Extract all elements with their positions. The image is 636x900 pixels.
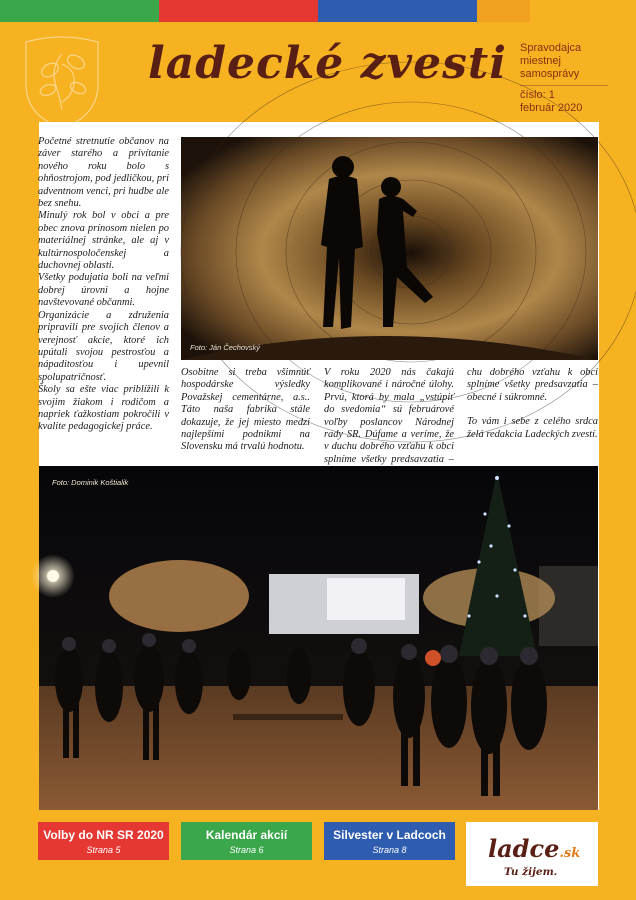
color-stripe xyxy=(371,0,424,22)
logo-wordmark xyxy=(488,834,580,863)
teaser-page: Strana 6 xyxy=(229,845,264,855)
teaser-new-year[interactable] xyxy=(324,822,455,860)
new-year-photo xyxy=(39,466,598,810)
paragraph: Minulý rok bol v obci a pre obec znova prínosom nielen po materiálnej stránke, ale aj v kultúrnospoločenskej a duchovnej oblasti. xyxy=(38,210,169,272)
color-stripe xyxy=(53,0,106,22)
teaser-title: Silvester v Ladcoch xyxy=(333,828,446,842)
meta-divider xyxy=(520,85,608,86)
bottom-photo-credit: Foto: Dominik Koštialik xyxy=(52,478,129,487)
tunnel-photo xyxy=(181,137,598,360)
article-column-2: Osobitne si treba všimnúť hospodárske výsledky Považskej cementárne, a.s.. Táto naša fabrika stále dokazuje, že jej miesto medzi najlepšími podnikmi na Slovensku má trvalú hodnotu. xyxy=(181,367,310,453)
color-stripe xyxy=(0,0,53,22)
logo-tld: .sk xyxy=(559,846,581,861)
color-stripe xyxy=(530,0,583,22)
paragraph: Školy sa ešte viac priblížili k svojim žiakom i rodičom a napriek ťažkostiam pokročili v kvalite pedagogickej práce. xyxy=(38,384,169,433)
logo-slogan: Tu žijem. xyxy=(504,866,558,878)
village-emblem-icon xyxy=(6,24,116,134)
teaser-elections[interactable] xyxy=(38,822,169,860)
teaser-page: Strana 8 xyxy=(372,845,407,855)
top-photo-credit: Foto: Ján Čechovský xyxy=(190,343,261,352)
teaser-title: Kalendár akcií xyxy=(205,828,288,842)
masthead-meta xyxy=(520,42,630,115)
color-stripe xyxy=(106,0,159,22)
teaser-events-calendar[interactable] xyxy=(181,822,312,860)
color-stripe xyxy=(424,0,477,22)
color-stripe xyxy=(477,0,530,22)
color-stripe xyxy=(212,0,265,22)
color-stripe xyxy=(318,0,371,22)
color-stripe xyxy=(159,0,212,22)
color-stripe-bar xyxy=(0,0,636,22)
color-stripe xyxy=(583,0,636,22)
article-column-1 xyxy=(38,136,169,434)
paragraph-continued: chu dobrého vzťahu k obci splníme všetky predsavzatia – obecné i súkromné. xyxy=(467,367,598,403)
color-stripe xyxy=(265,0,318,22)
paragraph: Organizácie a združenia pripravili pre svojich členov a verejnosť akcie, ktoré ich upútali svojou pestrosťou a nápaditosťou i upevnil spolupatričnosť. xyxy=(38,309,169,383)
issue-number: číslo: 1 xyxy=(520,89,555,101)
subtitle-line-3: samosprávy xyxy=(520,68,580,80)
masthead-title: ladecké zvesti xyxy=(148,38,507,89)
teaser-page: Strana 5 xyxy=(86,845,121,855)
paragraph: Všetky podujatia boli na veľmi dobrej úrovni a hojne navštevované občanmi. xyxy=(38,272,169,309)
paragraph: Početné stretnutie občanov na záver starého a privítanie nového roku bolo s ohňostrojom, pod jedličkou, pri adventnom venci, pri hudbe ale bez snehu. xyxy=(38,136,169,210)
subtitle-line-2: miestnej xyxy=(520,55,561,67)
teaser-title: Volby do NR SR 2020 xyxy=(43,828,164,842)
subtitle-line-1: Spravodajca xyxy=(520,42,582,54)
closing-paragraph: To vám i sebe z celého srdca želá redakcia Ladeckých zvestí. xyxy=(467,416,598,440)
article-column-3: V roku 2020 nás čakajú komplikované i náročné úlohy. Prvú, ktorá by mala „vstúpiť do svedomia“ sú februárové voľby poslancov Národnej rady SR. Dúfame a veríme, že v duchu dobrého vzťahu k obci splníme všetky predsavzatia – xyxy=(324,367,454,465)
ladce-logo[interactable] xyxy=(466,822,598,886)
logo-main: ladce xyxy=(488,834,560,863)
article-column-3-continued xyxy=(467,367,598,441)
issue-date: február 2020 xyxy=(520,102,583,114)
